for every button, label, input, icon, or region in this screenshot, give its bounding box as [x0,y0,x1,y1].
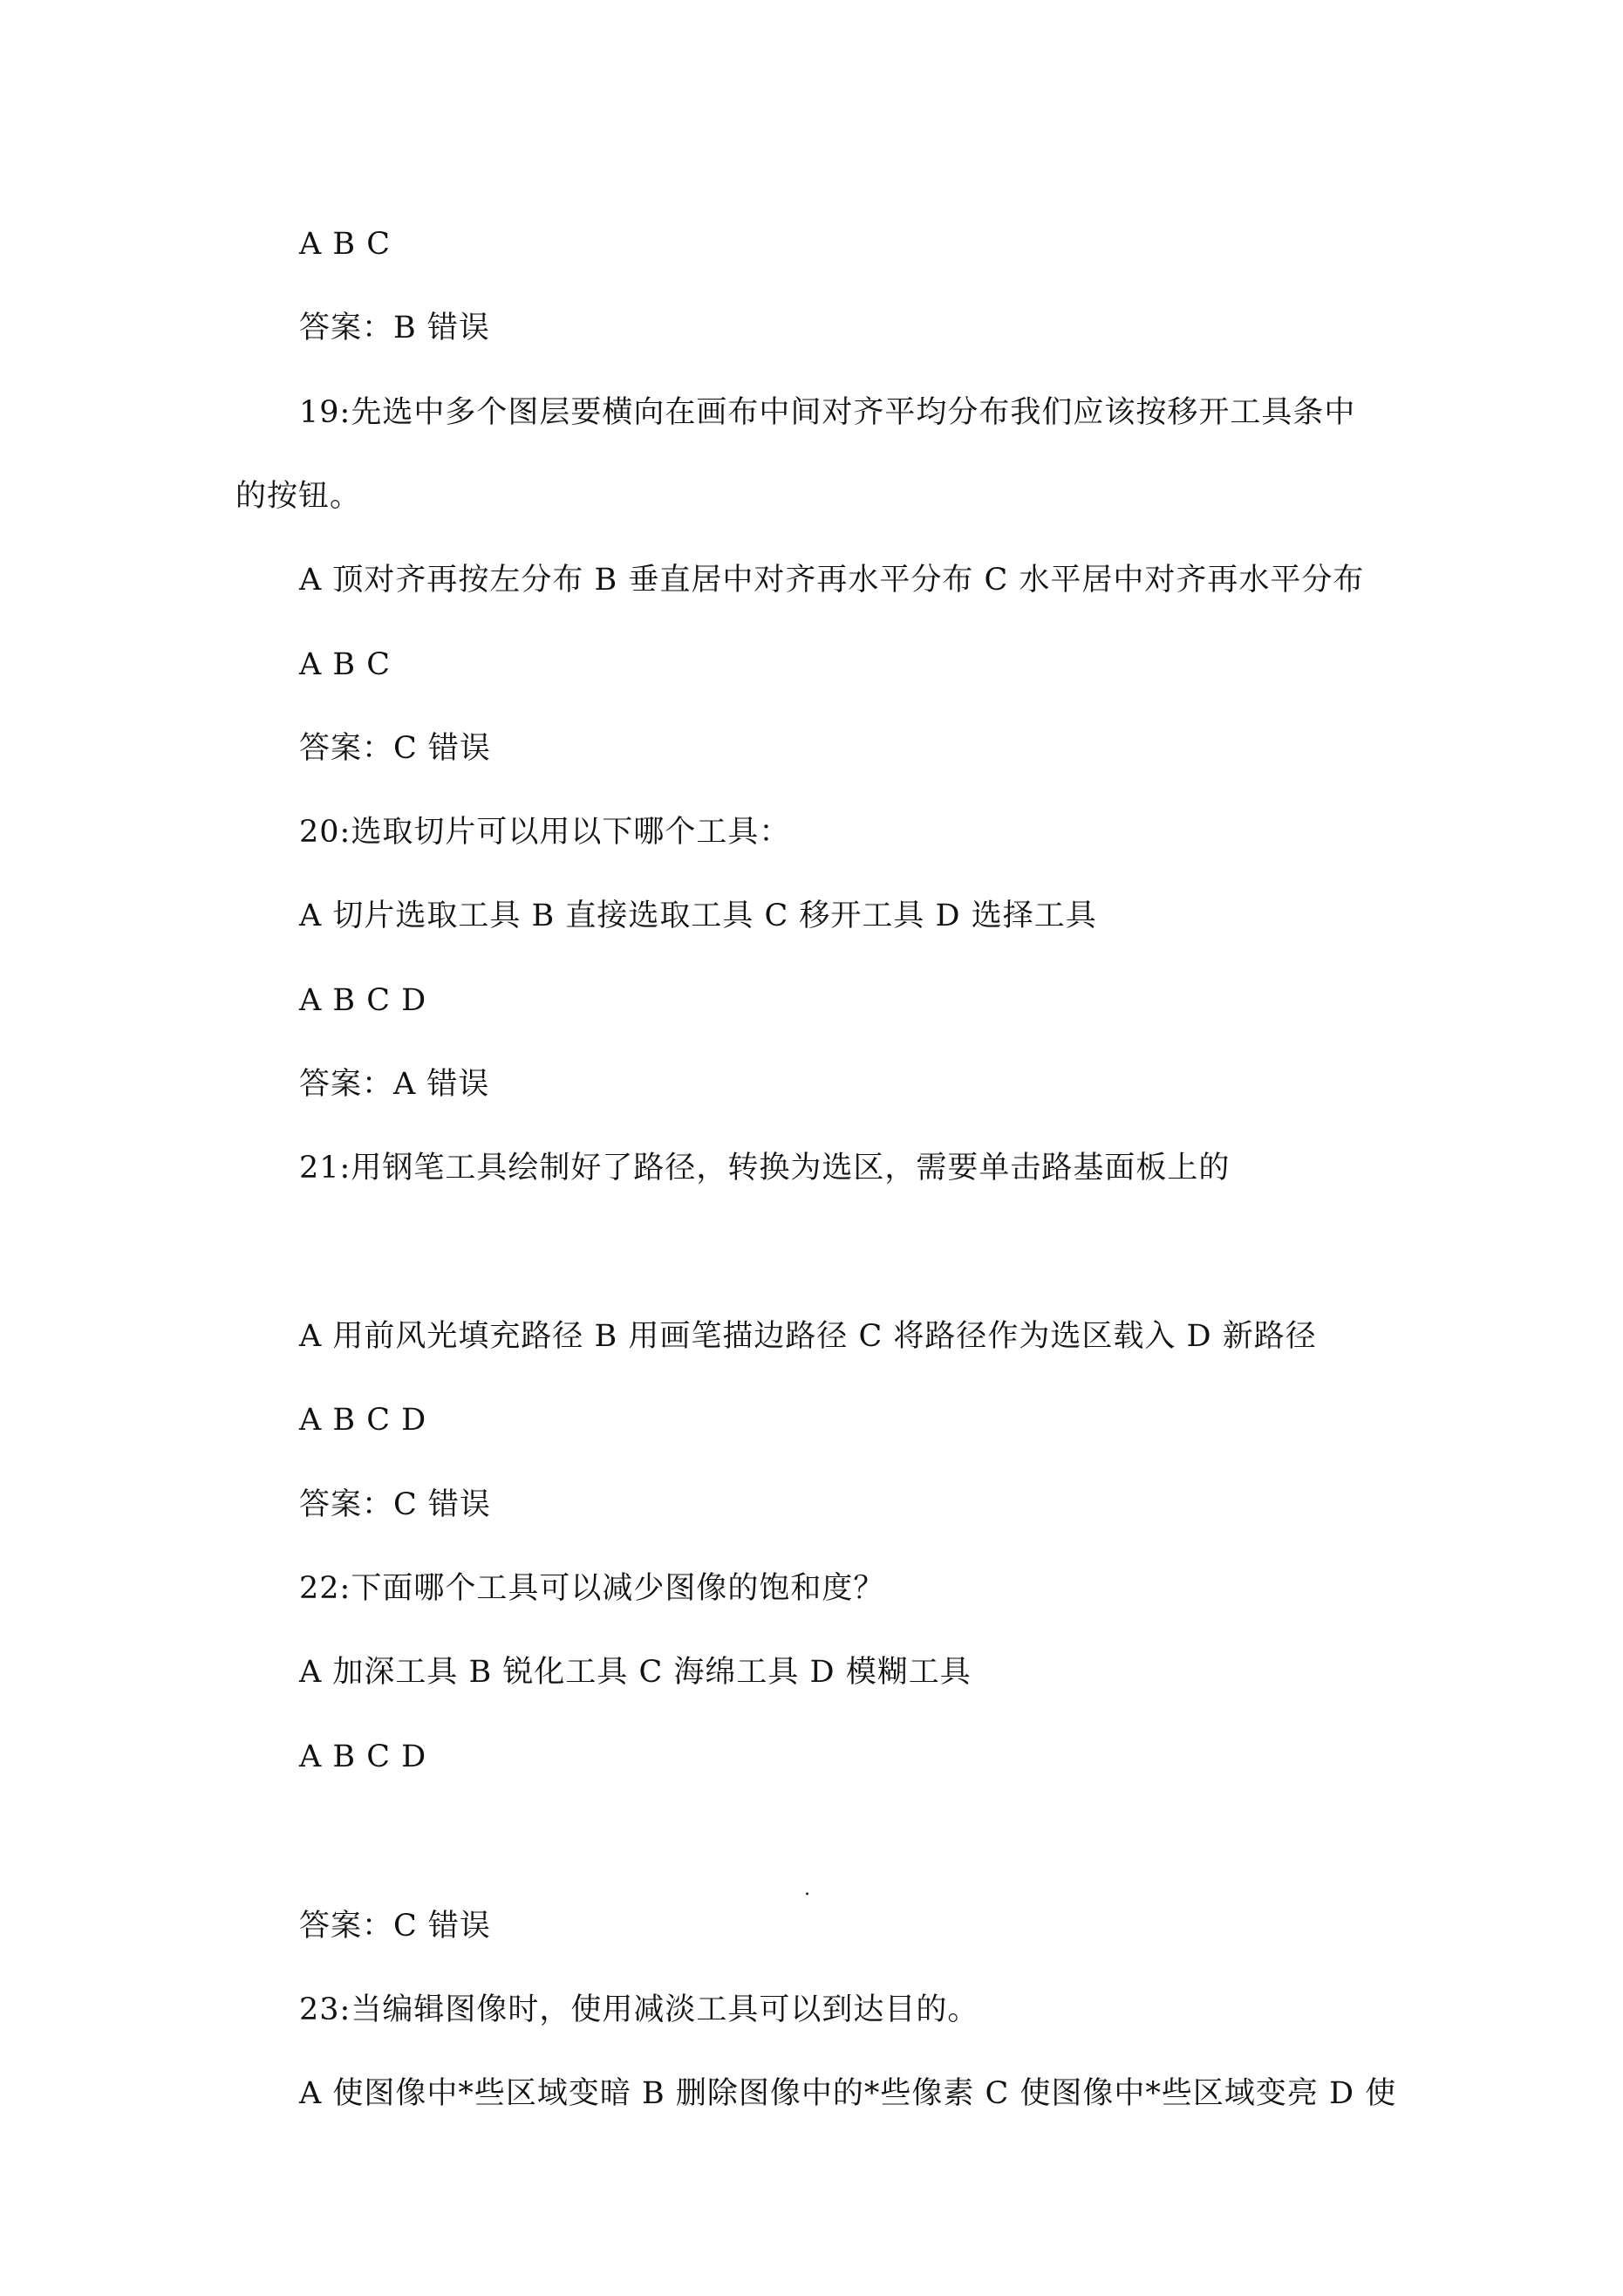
q23-options: A 使图像中*些区域变暗 B 删除图像中的*些像素 C 使图像中*些区域变亮 D 使 [299,2076,1397,2111]
q19-answer: 答案：C 错误 [299,731,491,766]
page-mark: . [804,1878,810,1900]
q18-answer: 答案：B 错误 [299,311,490,345]
q20-choice-letters: A B C D [299,983,427,1018]
q20-options: A 切片选取工具 B 直接选取工具 C 移开工具 D 选择工具 [299,899,1097,933]
q21-answer: 答案：C 错误 [299,1487,491,1522]
q22-answer: 答案：C 错误 [299,1909,491,1944]
q23-question: 23:当编辑图像时，使用减淡工具可以到达目的。 [299,1992,979,2027]
q19-choice-letters: A B C [299,647,392,682]
q22-choice-letters: A B C D [299,1739,427,1774]
q19-question-continued: 的按钮。 [235,479,362,514]
q20-answer: 答案：A 错误 [299,1067,490,1102]
q19-question: 19:先选中多个图层要横向在画布中间对齐平均分布我们应该按移开工具条中 [299,395,1356,430]
q19-options: A 顶对齐再按左分布 B 垂直居中对齐再水平分布 C 水平居中对齐再水平分布 [299,563,1365,598]
q21-question: 21:用钢笔工具绘制好了路径，转换为选区，需要单击路基面板上的 [299,1151,1231,1186]
q21-options: A 用前风光填充路径 B 用画笔描边路径 C 将路径作为选区载入 D 新路径 [299,1319,1317,1354]
q22-options: A 加深工具 B 锐化工具 C 海绵工具 D 模糊工具 [299,1655,972,1690]
q18-choice-letters: A B C [299,227,392,262]
q21-choice-letters: A B C D [299,1403,427,1438]
q22-question: 22:下面哪个工具可以减少图像的饱和度？ [299,1571,885,1606]
q20-question: 20:选取切片可以用以下哪个工具： [299,815,791,850]
